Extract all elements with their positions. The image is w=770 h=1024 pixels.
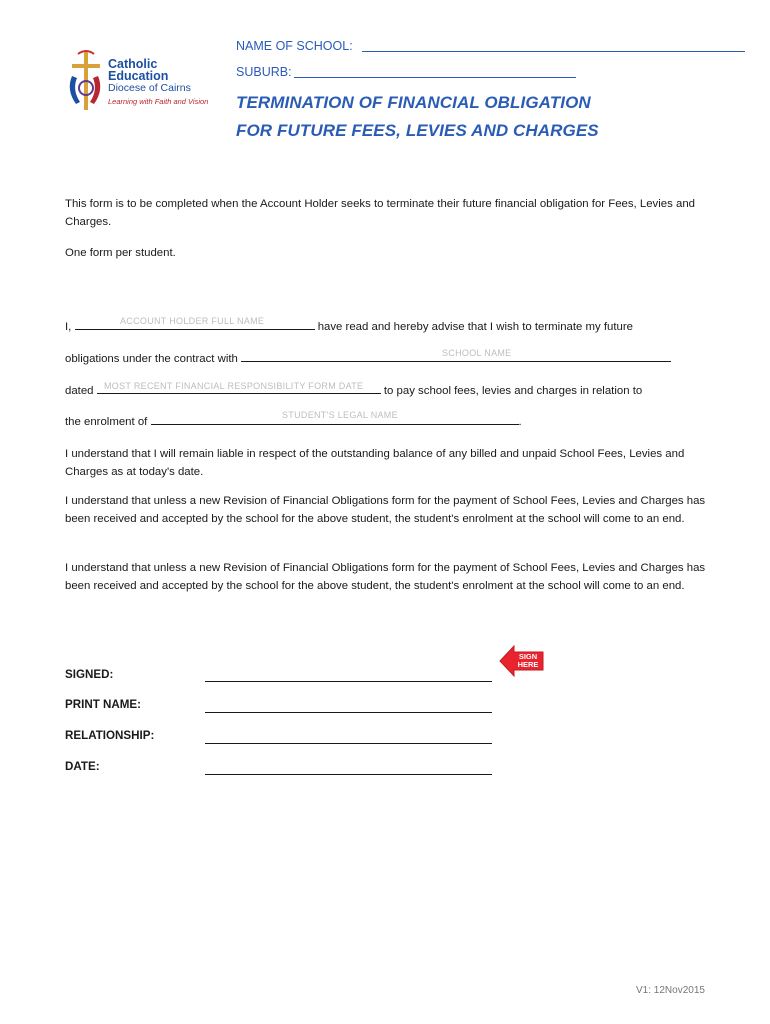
declaration-period: . [518, 416, 522, 428]
declaration-text-2: obligations under the contract with [65, 353, 238, 365]
relationship-label: RELATIONSHIP: [65, 729, 155, 742]
intro-paragraph: This form is to be completed when the Account Holder seeks to terminate their future financial obligation for Fees, Levies and Charges. [65, 198, 695, 228]
declaration-text-3: to pay school fees, levies and charges in relation to [383, 385, 643, 397]
date-label: DATE: [65, 760, 100, 773]
enrolment-statement-2: I understand that unless a new Revision of Financial Obligations form for the payment of School Fees, Levies and Charges has been received and accepted by the school for the above student, the student's enrolment at the school will come to an end. [65, 562, 706, 592]
print-name-field[interactable] [205, 711, 492, 713]
logo-title-line1: Catholic [108, 57, 158, 71]
school-name-field[interactable] [362, 51, 745, 52]
form-title-line1: TERMINATION OF FINANCIAL OBLIGATION [236, 93, 591, 112]
form-date-hint: MOST RECENT FINANCIAL RESPONSIBILITY FORM DATE [104, 381, 364, 391]
declaration-text-4: the enrolment of [65, 416, 148, 428]
declaration-line-2 [65, 349, 671, 365]
print-name-label: PRINT NAME: [65, 698, 141, 711]
signed-label: SIGNED: [65, 668, 114, 681]
relationship-field[interactable] [205, 742, 492, 744]
declaration-i: I, [65, 321, 72, 333]
sign-here-text-2: HERE [517, 660, 539, 669]
logo-tagline: Learning with Faith and Vision [108, 97, 209, 106]
suburb-field[interactable] [294, 77, 576, 78]
declaration-text-1: have read and hereby advise that I wish to terminate my future [317, 321, 633, 333]
signature-field[interactable] [205, 680, 492, 682]
sign-here-text-1: SIGN [518, 652, 538, 661]
declaration-dated: dated [65, 385, 94, 397]
enrolment-statement-1: I understand that unless a new Revision of Financial Obligations form for the payment of School Fees, Levies and Charges has been received and accepted by the school for the above student, the student's enrolment at the school will come to an end. [65, 495, 706, 525]
catholic-education-logo [64, 48, 224, 114]
sign-here-arrow-icon [498, 643, 546, 679]
cross-emblem-icon [64, 48, 106, 114]
account-holder-name-hint: ACCOUNT HOLDER FULL NAME [120, 316, 265, 326]
logo-title-line2: Education [108, 69, 169, 83]
form-title-line2: FOR FUTURE FEES, LEVIES AND CHARGES [236, 121, 599, 140]
one-form-note: One form per student. [65, 247, 176, 259]
school-name-hint: SCHOOL NAME [442, 348, 512, 358]
suburb-label: SUBURB: [236, 65, 292, 79]
version-label: V1: 12Nov2015 [636, 985, 705, 996]
logo-subtitle: Diocese of Cairns [108, 82, 191, 94]
student-name-hint: STUDENT'S LEGAL NAME [282, 410, 398, 420]
school-name-label: NAME OF SCHOOL: [236, 39, 353, 53]
liability-statement: I understand that I will remain liable in respect of the outstanding balance of any billed and unpaid School Fees, Levies and Charges as at today's date. [65, 448, 685, 478]
date-field[interactable] [205, 773, 492, 775]
